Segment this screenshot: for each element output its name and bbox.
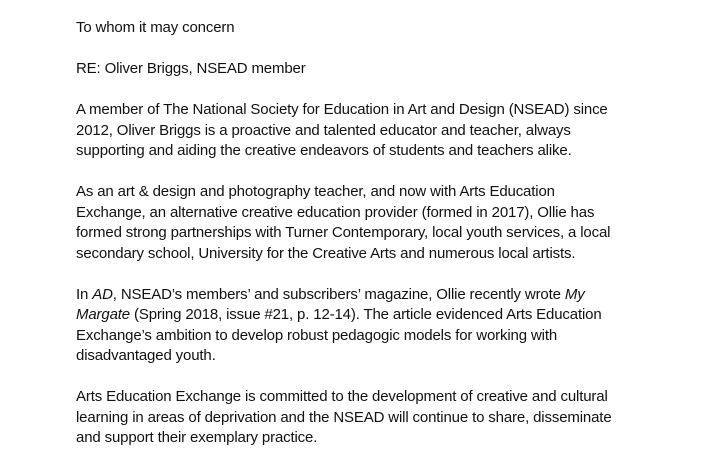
text-line: 2012, Oliver Briggs is a proactive and talented educator and teacher, always: [76, 121, 571, 139]
text-line: learning in areas of deprivation and the NSEAD will continue to share, disseminate: [76, 408, 612, 426]
magazine-title: AD: [92, 285, 113, 303]
article-title-part: My: [564, 285, 585, 303]
text-line: supporting and aiding the creative endeavors of students and teachers alike.: [76, 142, 572, 159]
salutation-text: To whom it may concern: [76, 19, 235, 36]
paragraph-commitment: [76, 387, 706, 449]
subject-text: RE: Oliver Briggs, NSEAD member: [76, 60, 306, 77]
text-line: [76, 305, 706, 326]
text-line: formed strong partnerships with Turner Contemporary, local youth services, a local: [76, 224, 611, 241]
text-line: A member of The National Society for Education in Art and Design (NSEAD) since: [76, 101, 608, 118]
article-title-part: Margate: [76, 306, 130, 323]
text-line: disadvantaged youth.: [76, 347, 216, 364]
text-line: secondary school, University for the Creative Arts and numerous local artists.: [76, 244, 576, 262]
text-line-cut: and support their exemplary practice.: [76, 429, 318, 446]
text-run: In: [76, 285, 93, 303]
salutation: [76, 18, 706, 39]
text-line: Exchange’s ambition to develop robust pedagogic models for working with: [76, 326, 558, 344]
paragraph-magazine-article: [76, 285, 706, 367]
text-run: , NSEAD’s members’ and subscribers’ magazine, Ollie recently wrote: [112, 285, 565, 303]
text-line: As an art & design and photography teacher, and now with Arts Education: [76, 183, 555, 200]
text-line: [76, 285, 706, 306]
letter-body: [76, 18, 706, 469]
text-run: (Spring 2018, issue #21, p. 12-14). The article evidenced Arts Education: [129, 306, 602, 323]
paragraph-membership: [76, 100, 706, 162]
text-line: Exchange, an alternative creative education provider (formed in 2017), Ollie has: [76, 203, 595, 221]
text-line: Arts Education Exchange is committed to the development of creative and cultural: [76, 388, 608, 405]
subject-line: [76, 59, 706, 80]
paragraph-partnerships: [76, 182, 706, 264]
